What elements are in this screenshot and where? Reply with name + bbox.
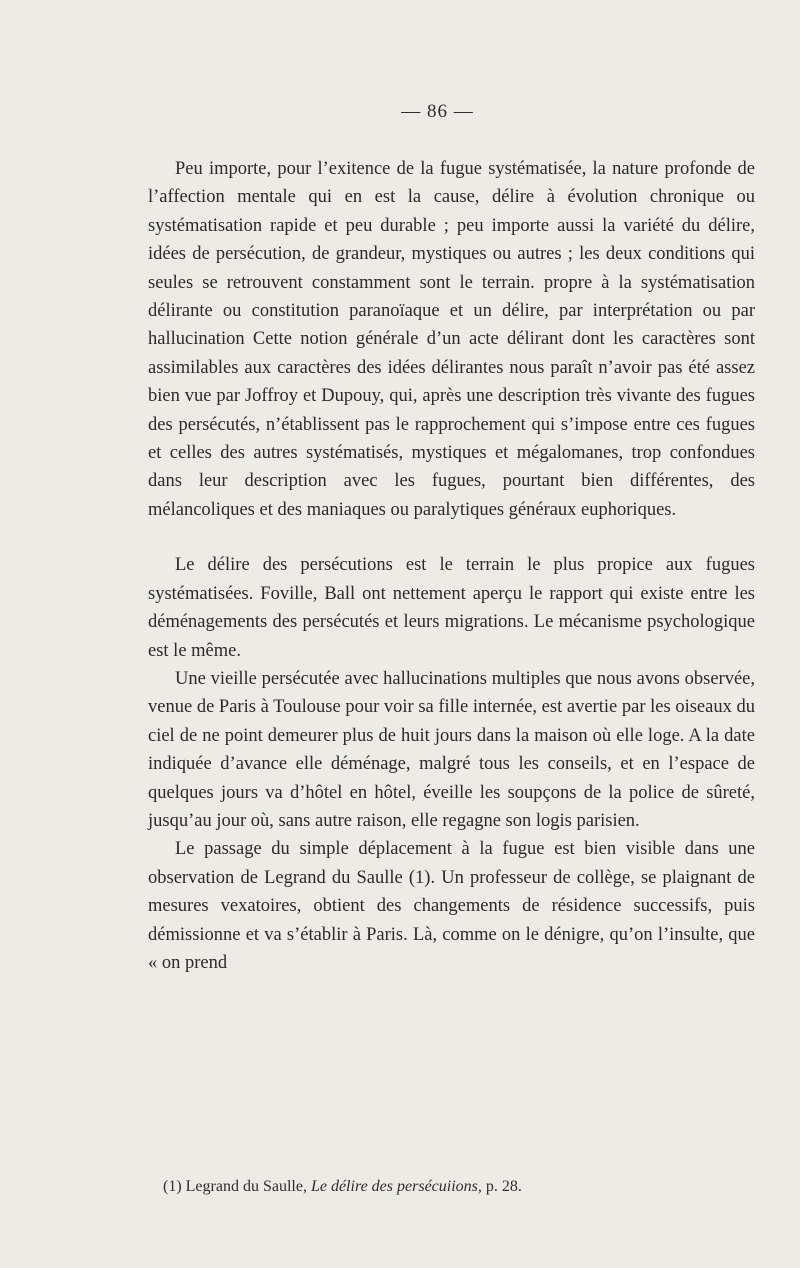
footnote [163, 1177, 763, 1197]
footnote-suffix: p. 28. [481, 1178, 522, 1195]
paragraph-2: Le délire des persécutions est le terrain le plus propice aux fugues systématisées. Foville, Ball ont nettement aperçu le rapport qui existe entre les déménagements des persécutés et leurs migrations. Le mécanisme psychologique est le même. [148, 555, 755, 661]
body-text [148, 155, 755, 977]
paragraph-3: Une vieille persécutée avec hallucinations multiples que nous avons observée, venue de Paris à Toulouse pour voir sa fille internée, est avertie par les oiseaux du ciel de ne point demeurer plus de huit jours dans la maison où elle loge. A la date indiquée d’avance elle déménage, malgré tous les conseils, et en l’espace de quelques jours va d’hôtel en hôtel, éveille les soupçons de la police de sûreté, jusqu’au jour où, sans autre raison, elle regagne son logis parisien. [148, 668, 755, 831]
page-number: — 86 — [401, 101, 474, 122]
footnote-prefix: (1) Legrand du Saulle, [163, 1178, 311, 1195]
paragraph-1: Peu importe, pour l’exitence de la fugue systématisée, la nature profonde de l’affection mentale qui en est la cause, délire à évolution chronique ou systématisation rapide et peu durable ; peu importe aussi la variété du délire, idées de persécution, de grandeur, mystiques ou autres ; les deux conditions qui seules se retrouvent constamment sont le terrain. propre à la systématisation délirante ou constitution paranoïaque et un délire, par interprétation ou par hallucination Cette notion générale d’un acte délirant dont les caractères sont assimilables aux caractères des idées délirantes nous paraît n’avoir pas été assez bien vue par Joffroy et Dupouy, qui, après une description très vivante des fugues des persécutés, n’établissent pas le rapprochement qui s’impose entre ces fugues et celles des autres systématisés, mystiques et mégalomanes, trop confondues dans leur description avec les fugues, pourtant bien différentes, des mélancoliques et des maniaques ou paralytiques généraux euphoriques. [148, 159, 755, 520]
paragraph-4: Le passage du simple déplacement à la fugue est bien visible dans une observation de Legrand du Saulle (1). Un professeur de collège, se plaignant de mesures vexatoires, obtient des changements de résidence successifs, puis démissionne et va s’établir à Paris. Là, comme on le dénigre, qu’on l’insulte, que « on prend [148, 839, 755, 973]
footnote-title: Le délire des persécuiions, [310, 1178, 482, 1195]
